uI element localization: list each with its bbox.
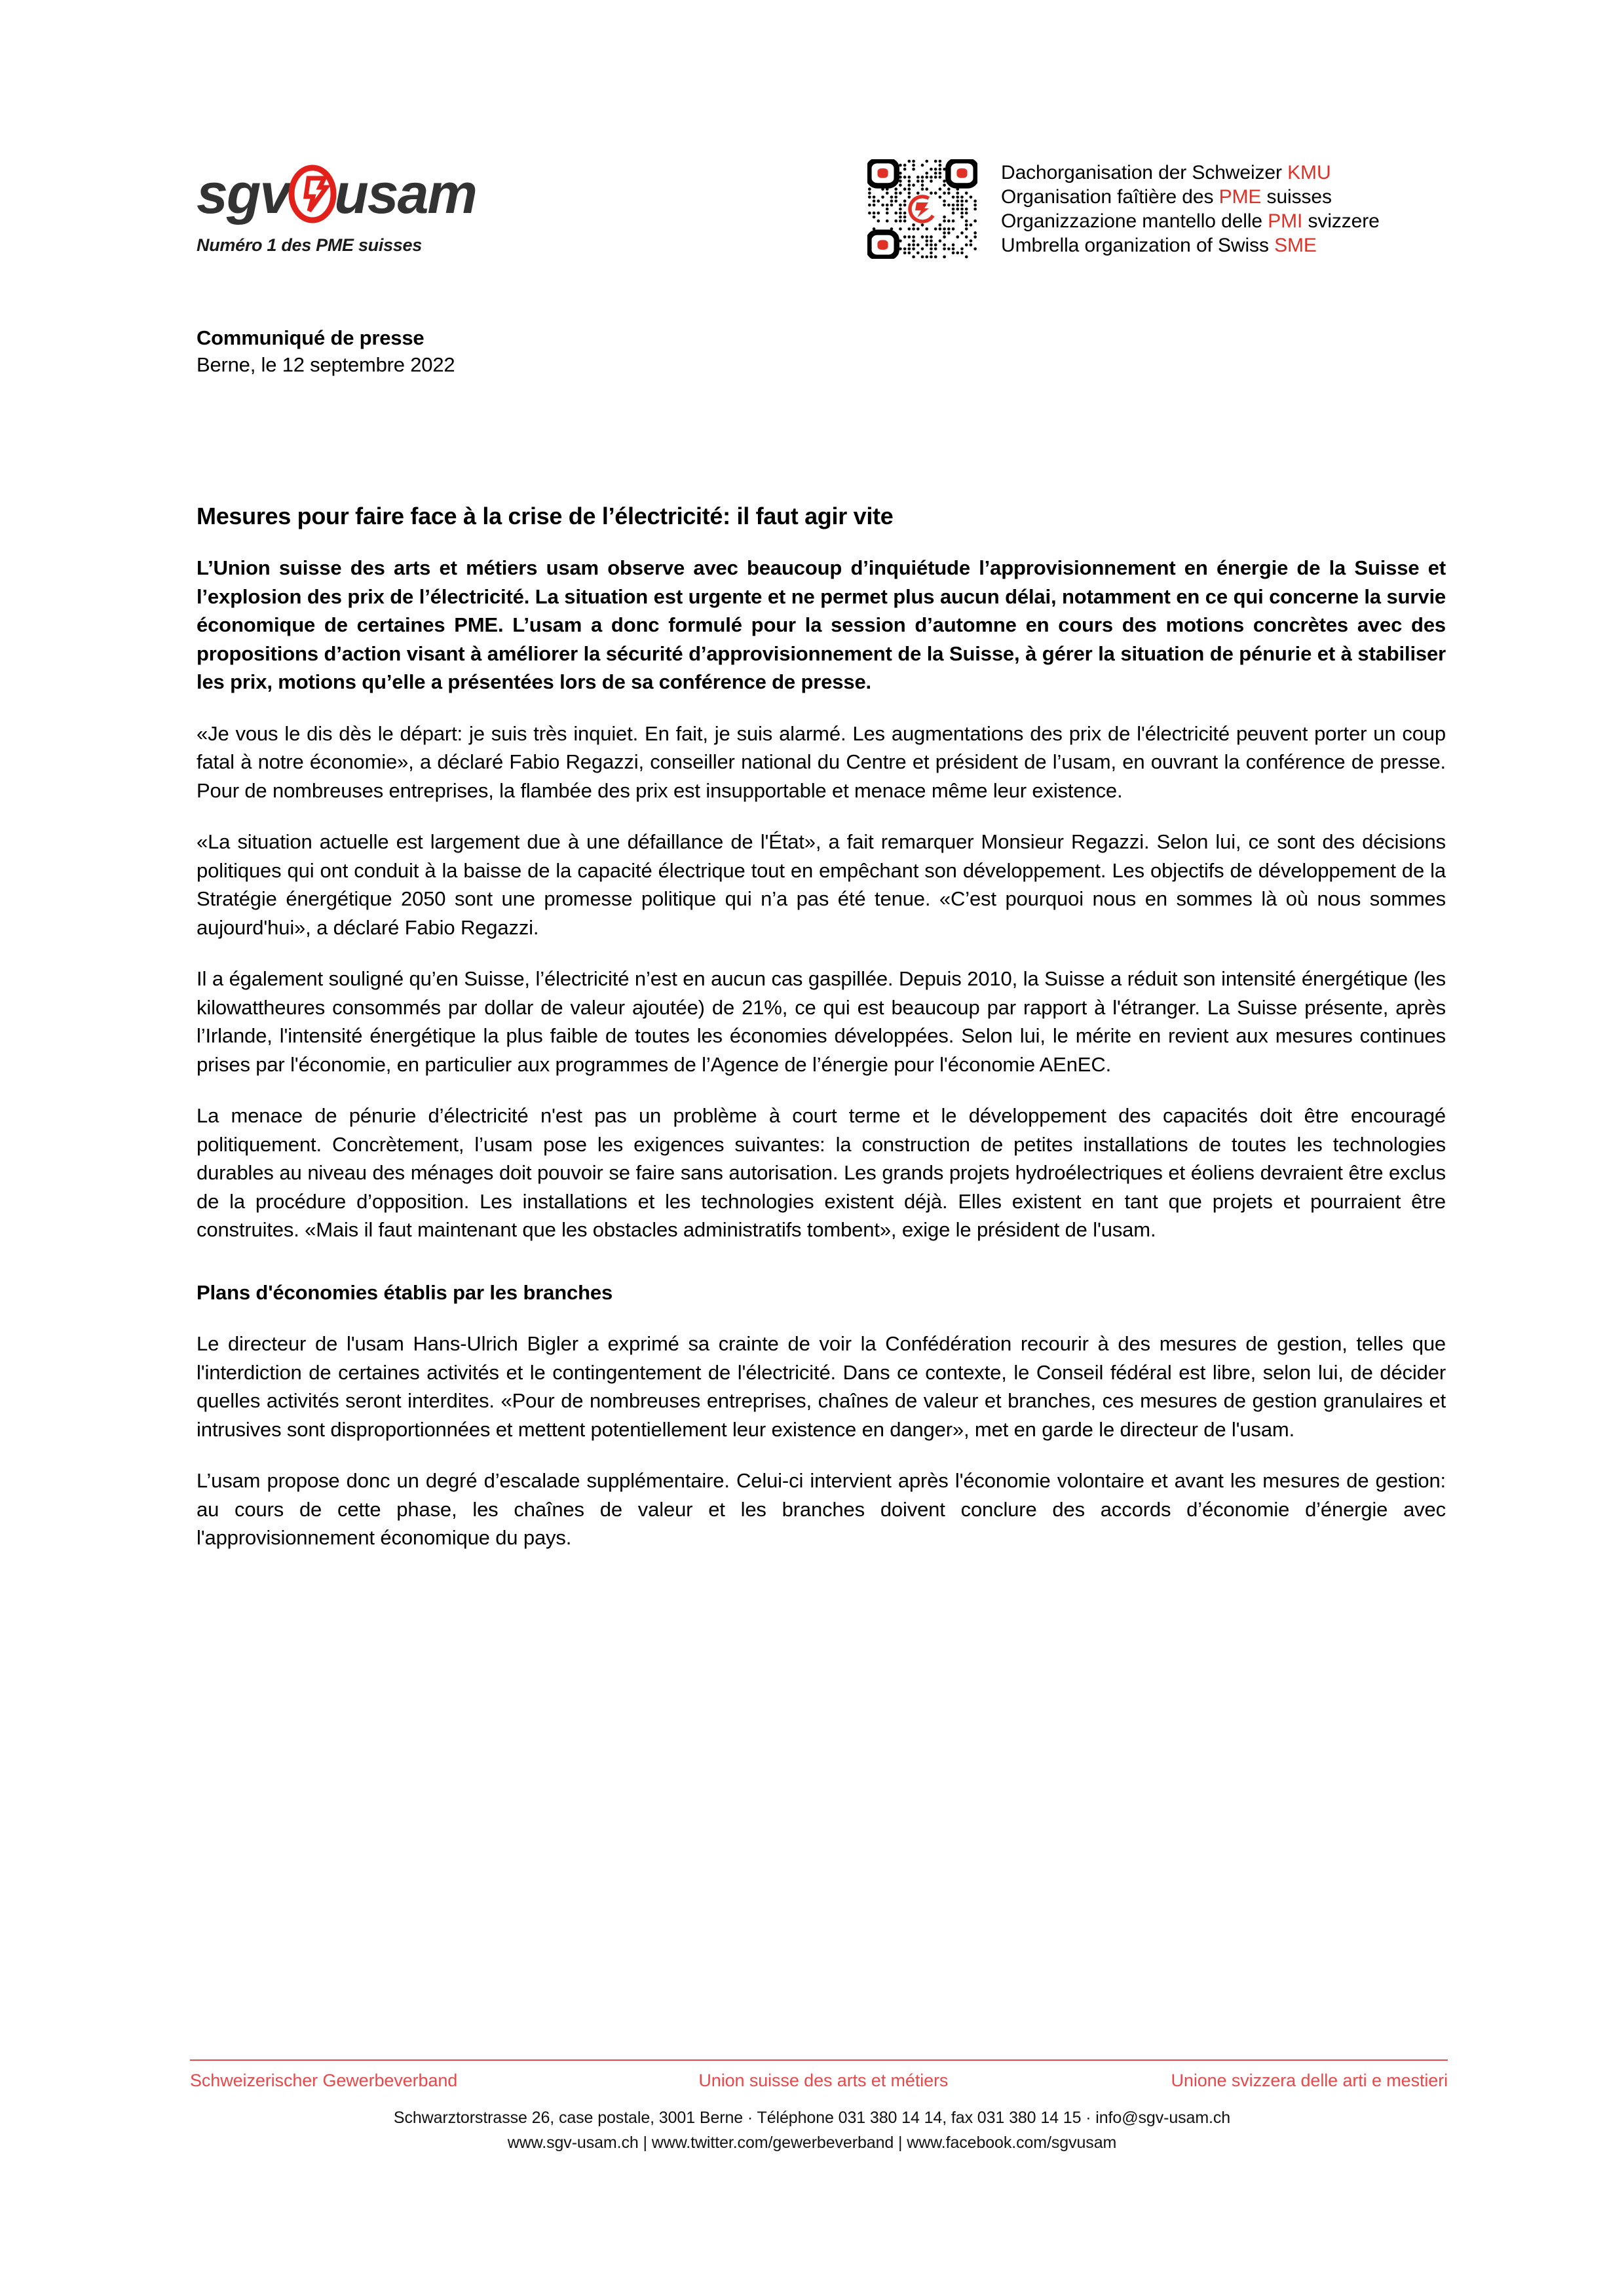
press-release-date: Berne, le 12 septembre 2022 [197,353,455,376]
press-release-label: Communiqué de presse [197,326,425,349]
footer-contact-block [0,2105,1624,2155]
lead-paragraph: L’Union suisse des arts et métiers usam observe avec beaucoup d’inquiétude l’approvisionnement en énergie de la Suisse et l’explosion des prix de l’électricité. La situation est urgente et ne permet plus aucun délai, notamment en ce qui concerne la survie économique de certaines PME. L’usam a donc formulé pour la session d’automne en cours des motions concrètes avec des propositions d’action visant à améliorer la sécurité d’approvisionnement de la Suisse, à gérer la situation de pénurie et à stabiliser les prix, motions qu’elle a présentées lors de sa conférence de presse. [197,556,1446,693]
footer-org-name-de: Schweizerischer Gewerbeverband [190,2071,458,2090]
body-paragraph-3: Il a également souligné qu’en Suisse, l’électricité n’est en aucun cas gaspillée. Depuis 2010, la Suisse a réduit son intensité énergétique (les kilowattheures consommés par dollar de valeur ajoutée) de 21%, ce qui est beaucoup par rapport à l'étranger. La Suisse présente, après l’Irlande, l'intensité énergétique la plus faible de toutes les économies développées. Selon lui, le mérite en revient aux mesures continues prises par l'économie, en particulier aux programmes de l’Agence de l’énergie pour l'économie AEnEC. [197,967,1446,1076]
body-paragraph-2: «La situation actuelle est largement due à une défaillance de l'État», a fait remarquer Monsieur Regazzi. Selon lui, ce sont des décisions politiques qui ont conduit à la baisse de la capacité électrique tout en empêchant son développement. Les objectifs de développement de la Stratégie énergétique 2050 sont une promesse politique qui n’a pas été tenue. «C’est pourquoi nous en sommes là où nous sommes aujourd'hui», a déclaré Fabio Regazzi. [197,830,1446,939]
qr-code-icon[interactable] [867,159,977,259]
language-taglines [1001,161,1577,258]
body-paragraph-5: Le directeur de l'usam Hans-Ulrich Bigler a exprimé sa crainte de voir la Confédération recourir à des mesures de gestion, telles que l'interdiction de certaines activités et le contingentement de l'électricité. Dans ce contexte, le Conseil fédéral est libre, selon lui, de décider quelles activités seront interdites. «Pour de nombreuses entreprises, chaînes de valeur et branches, ces mesures de gestion granulaires et intrusives sont disproportionnées et mettent potentiellement leur existence en danger», met en garde le directeur de l'usam. [197,1332,1446,1441]
language-tagline-de [1001,161,1577,185]
masthead [0,0,1624,288]
lang-it-after: svizzere [1302,210,1380,232]
body-paragraph-1: «Je vous le dis dès le départ: je suis très inquiet. En fait, je suis alarmé. Les augmentations des prix de l'électricité peuvent porter un coup fatal à notre économie», a déclaré Fabio Regazzi, conseiller national du Centre et président de l’usam, en ouvrant la conférence de presse. Pour de nombreuses entreprises, la flambée des prix est insupportable et menace même leur existence. [197,721,1446,802]
usam-logo [197,163,476,256]
lang-de-accent: KMU [1287,162,1331,183]
lang-fr-after: suisses [1261,186,1332,208]
footer-org-names [190,2069,1448,2092]
lang-de-before: Dachorganisation der Schweizer [1001,162,1288,183]
page-title: Mesures pour faire face à la crise de l’électricité: il faut agir vite [197,503,894,529]
section-subheading: Plans d'économies établis par les branches [197,1280,613,1304]
body-paragraph-6: L’usam propose donc un degré d’escalade supplémentaire. Celui-ci intervient après l'économie volontaire et avant les mesures de gestion: au cours de cette phase, les chaînes de valeur et les branches doivent conclure des accords d’économie d’énergie avec l'approvisionnement économique du pays. [197,1469,1446,1549]
language-tagline-fr [1001,185,1577,209]
language-tagline-it [1001,209,1577,233]
language-tagline-en [1001,233,1577,258]
logo-word-sgv: sgv [197,163,290,225]
document-body [197,324,1446,1573]
usam-oval-cross-icon [287,163,338,225]
lang-fr-before: Organisation faîtière des [1001,186,1219,208]
lang-fr-accent: PME [1218,186,1262,208]
body-paragraph-4: La menace de pénurie d’électricité n'est pas un problème à court terme et le développement des capacités doit être encouragé politiquement. Concrètement, l’usam pose les exigences suivantes: la construction de petites installations de toutes les technologies durables au niveau des ménages doit pouvoir se faire sans autorisation. Les grands projets hydroélectriques et éoliens devraient être exclus de la procédure d’opposition. Les installations et les technologies existent déjà. Elles existent en tant que projets et pourraient être construites. «Mais il faut maintenant que les obstacles administratifs tombent», exige le président de l'usam. [197,1104,1446,1241]
footer-address-line: Schwarztorstrasse 26, case postale, 3001 Berne · Téléphone 031 380 14 14, fax 031 380 14 15 · info@sgv-usam.ch [393,2109,1231,2127]
footer-web-line: www.sgv-usam.ch | www.twitter.com/gewerbeverband | www.facebook.com/sgvusam [507,2133,1117,2152]
footer-org-name-fr: Union suisse des arts et métiers [698,2071,949,2090]
lang-en-accent: SME [1274,235,1317,256]
footer-org-name-it: Unione svizzera delle arti e mestieri [1171,2071,1448,2090]
lang-it-accent: PMI [1268,210,1303,232]
logo-tagline: Numéro 1 des PME suisses [197,235,422,255]
lang-it-before: Organizzazione mantello delle [1001,210,1268,232]
lang-en-before: Umbrella organization of Swiss [1001,235,1275,256]
logo-word-usam: usam [334,163,476,225]
footer-divider [190,2059,1448,2061]
logo-wordmark [197,163,476,225]
